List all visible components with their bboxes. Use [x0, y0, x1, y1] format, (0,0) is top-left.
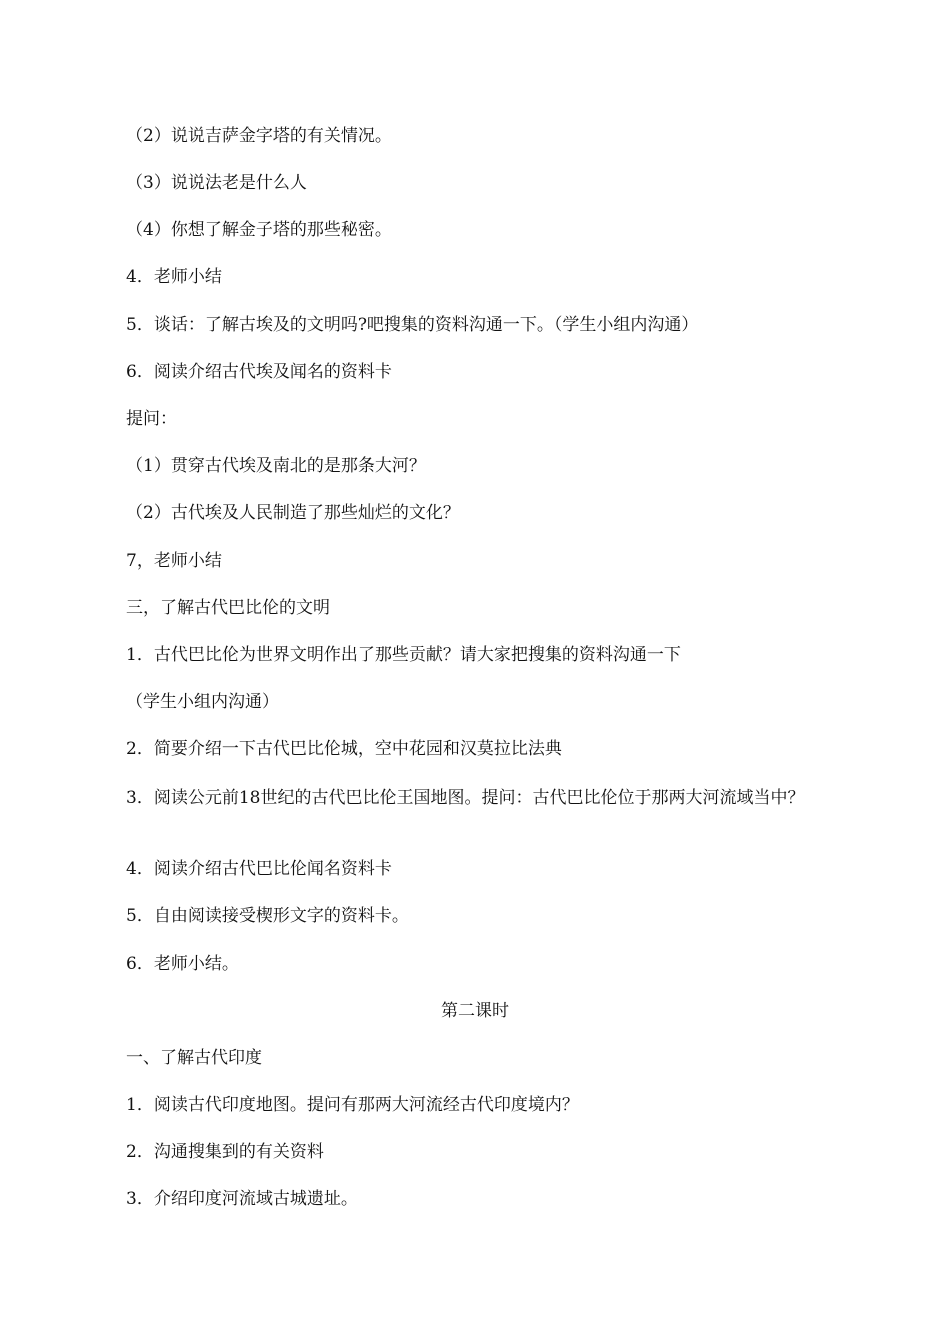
text-line: 2．沟通搜集到的有关资料: [126, 1142, 324, 1162]
text-line: （4）你想了解金子塔的那些秘密。: [126, 220, 392, 240]
text-paragraph: 3．阅读公元前18世纪的古代巴比伦王国地图。提问：古代巴比伦位于那两大河流域当中？: [126, 788, 805, 808]
text-line: 6．阅读介绍古代埃及闻名的资料卡: [126, 362, 392, 382]
text-line: （2）古代埃及人民制造了那些灿烂的文化？: [126, 503, 460, 523]
text-line: 6．老师小结。: [126, 954, 239, 974]
section-heading: 一、了解古代印度: [126, 1048, 262, 1068]
text-line: 3．介绍印度河流域古城遗址。: [126, 1189, 358, 1209]
text-line: 1．古代巴比伦为世界文明作出了那些贡献？请大家把搜集的资料沟通一下: [126, 645, 681, 665]
lesson-heading: 第二课时: [441, 1001, 509, 1021]
section-heading: 三，了解古代巴比伦的文明: [126, 598, 330, 618]
text-line: 提问：: [126, 409, 177, 429]
text-line: 7，老师小结: [126, 551, 222, 571]
text-line: （1）贯穿古代埃及南北的是那条大河？: [126, 456, 426, 476]
text-line: 2．简要介绍一下古代巴比伦城，空中花园和汉莫拉比法典: [126, 739, 562, 759]
text-line: （3）说说法老是什么人: [126, 173, 307, 193]
text-line: 5．自由阅读接受楔形文字的资料卡。: [126, 906, 409, 926]
text-line: 1．阅读古代印度地图。提问有那两大河流经古代印度境内？: [126, 1095, 579, 1115]
text-line: 4．阅读介绍古代巴比伦闻名资料卡: [126, 859, 392, 879]
text-line: （学生小组内沟通）: [126, 692, 279, 712]
text-line: 4．老师小结: [126, 267, 222, 287]
text-line: 5．谈话：了解古埃及的文明吗?吧搜集的资料沟通一下。（学生小组内沟通）: [126, 315, 699, 335]
text-line: （2）说说吉萨金字塔的有关情况。: [126, 126, 392, 146]
